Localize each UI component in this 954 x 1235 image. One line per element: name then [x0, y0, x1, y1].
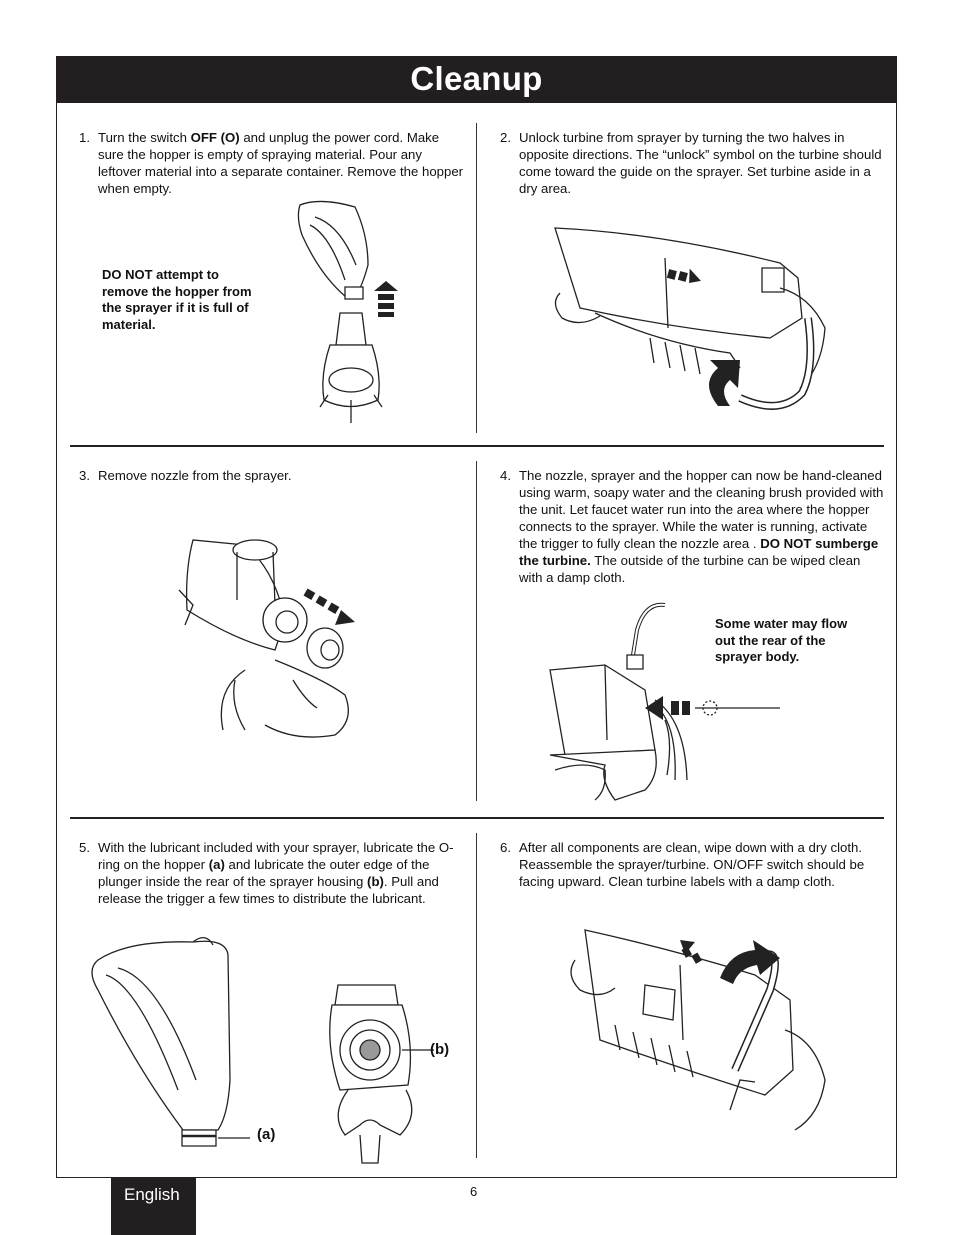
- step-text: With the lubricant included with your sprayer, lubricate the O-ring on the hopper (a) and lubricate the outer edge of the plunger inside the rear of the sprayer housing (b). Pull and release the trigger a few times to distribute the lubricant.: [98, 840, 454, 906]
- step-text: The nozzle, sprayer and the hopper can now be hand-cleaned using warm, soapy water and the cleaning brush provided with the unit. Let faucet water run into the area where the hopper connects to the sprayer. While the water is running, activate the trigger to fully clean the nozzle area . DO NOT sumberge the turbine. The outside of the turbine can be wiped clean with a damp cloth.: [519, 468, 884, 585]
- step-text: After all components are clean, wipe down with a dry cloth. Reassemble the sprayer/turbine. ON/OFF switch should be facing upward. Clean turbine labels with a damp cloth.: [519, 840, 865, 889]
- label-a: (a): [257, 1126, 276, 1143]
- step-3: [79, 467, 467, 484]
- step-number: 6.: [500, 840, 511, 855]
- reassembly-illustration: [555, 920, 835, 1135]
- turbine-unlock-illustration: [540, 218, 830, 418]
- step-number: 2.: [500, 130, 511, 145]
- step-text: Remove nozzle from the sprayer.: [98, 468, 292, 483]
- column-divider-1: [476, 123, 477, 433]
- step-number: 5.: [79, 840, 90, 855]
- step-number: 1.: [79, 130, 90, 145]
- step-text: Unlock turbine from sprayer by turning the two halves in opposite directions. The “unlock” symbol on the turbine should come toward the guide on the sprayer. Set turbine aside in a dry area.: [519, 130, 882, 196]
- column-divider-2: [476, 461, 477, 801]
- hopper-oring-illustration: [78, 930, 253, 1155]
- column-divider-3: [476, 833, 477, 1158]
- water-flow-note: Some water may flow out the rear of the sprayer body.: [715, 616, 848, 664]
- step-number: 3.: [79, 468, 90, 483]
- hopper-removal-illustration: [290, 195, 410, 425]
- step-5: [79, 839, 467, 907]
- sprayer-plunger-illustration: [320, 975, 435, 1167]
- row-divider-1: [70, 445, 884, 447]
- hopper-warning-note: DO NOT attempt to remove the hopper from the sprayer if it is full of material.: [102, 267, 252, 332]
- row-divider-2: [70, 817, 884, 819]
- step-1: [79, 129, 467, 197]
- language-label: English: [124, 1185, 180, 1204]
- language-tab: [111, 1178, 196, 1235]
- faucet-cleaning-illustration: [545, 600, 785, 805]
- title-bar: [56, 56, 897, 103]
- step-number: 4.: [500, 468, 511, 483]
- step-text: Turn the switch OFF (O) and unplug the power cord. Make sure the hopper is empty of spraying material. Pour any leftover material into a separate container. Remove the hopper when empty.: [98, 130, 464, 196]
- step-2: [500, 129, 885, 197]
- step-4: [500, 467, 885, 586]
- step-6: [500, 839, 885, 890]
- page-title: Cleanup: [410, 60, 543, 97]
- nozzle-removal-illustration: [175, 530, 365, 745]
- page-number: 6: [470, 1184, 478, 1199]
- label-b: (b): [430, 1041, 450, 1058]
